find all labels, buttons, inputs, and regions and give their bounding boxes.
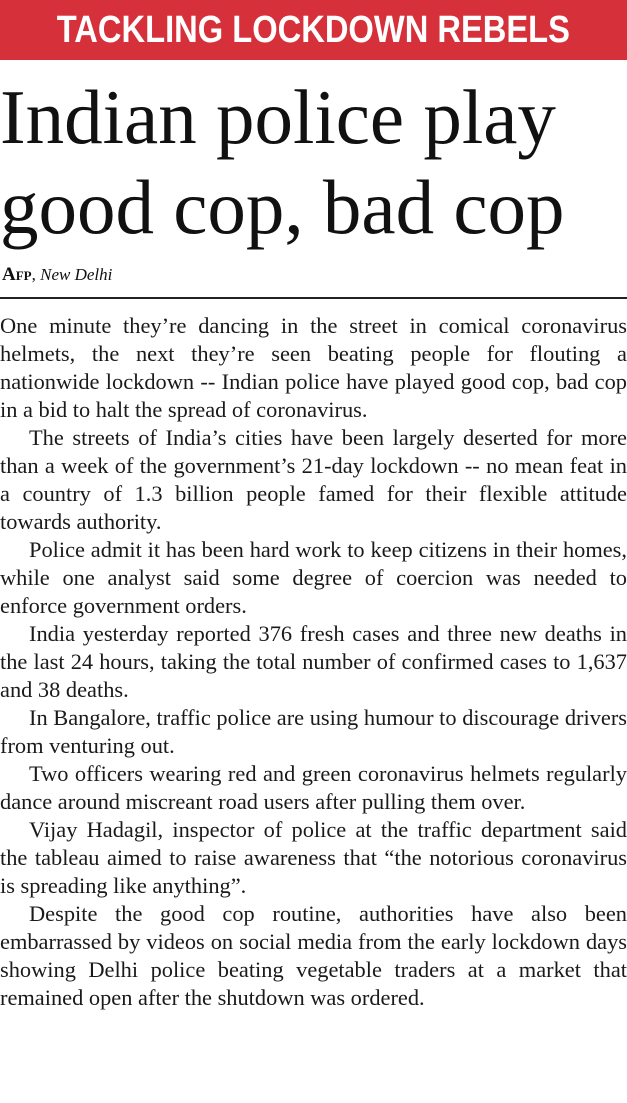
body-paragraph: Police admit it has been hard work to keep citizens in their homes, while one analyst said some degree of coercion was needed to enforce government orders. [0, 537, 627, 618]
body-paragraph: Two officers wearing red and green coronavirus helmets regularly dance around miscreant road users after pulling them over. [0, 761, 627, 814]
body-paragraph: One minute they’re dancing in the street in comical coronavirus helmets, the next they’re seen beating people for flouting a nationwide lockdown -- Indian police have played good cop, bad cop in a bid to halt the spread of coronavirus. [0, 313, 627, 422]
dateline [2, 264, 112, 286]
body-paragraph: India yesterday reported 376 fresh cases and three new deaths in the last 24 hours, taking the total number of confirmed cases to 1,637 and 38 deaths. [0, 621, 627, 702]
body-paragraph: In Bangalore, traffic police are using humour to discourage drivers from venturing out. [0, 705, 627, 758]
body-paragraph: The streets of India’s cities have been largely deserted for more than a week of the government’s 21-day lockdown -- no mean feat in a country of 1.3 billion people famed for their flexible attitude towards authority. [0, 425, 627, 534]
dateline-place: New Delhi [40, 265, 113, 284]
news-agency: Afp [2, 264, 32, 285]
body-paragraph: Vijay Hadagil, inspector of police at the traffic department said the tableau aimed to raise awareness that “the notorious coronavirus is spreading like anything”. [0, 817, 627, 898]
body-paragraph: Despite the good cop routine, authorities have also been embarrassed by videos on social media from the early lockdown days showing Delhi police beating vegetable traders at a market that remained open after the shutdown was ordered. [0, 901, 627, 1010]
headline-divider [0, 297, 627, 299]
dateline-separator: , [31, 265, 36, 284]
section-banner-label: TACKLING LOCKDOWN REBELS [56, 8, 571, 51]
article-body [0, 312, 627, 1012]
article-headline: Indian police play good cop, bad cop [0, 74, 565, 250]
section-banner [0, 0, 627, 60]
